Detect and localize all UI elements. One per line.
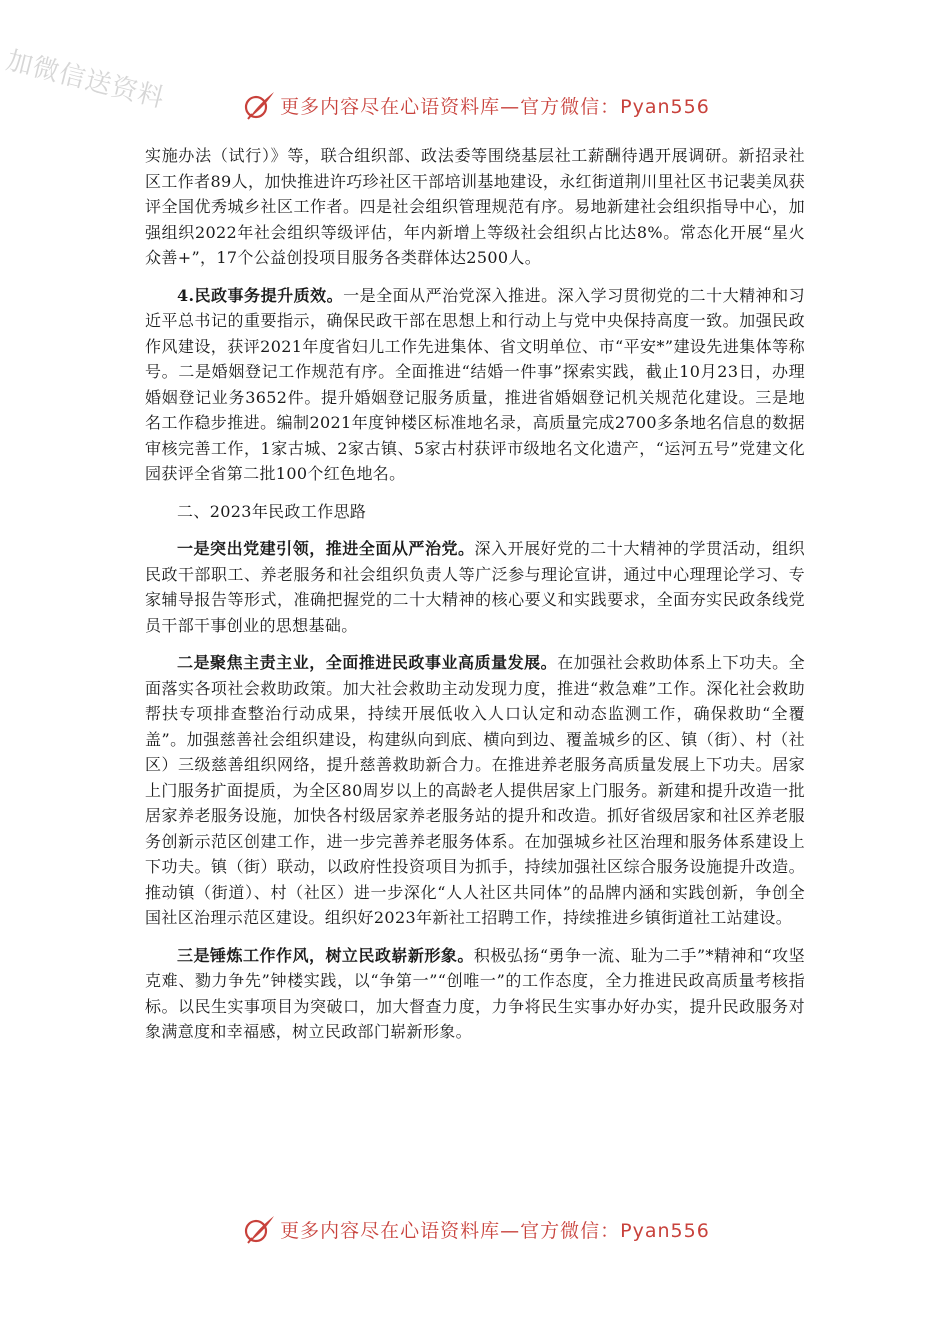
footer-banner-text: 更多内容尽在心语资料库—官方微信：Pyan556: [280, 1219, 710, 1242]
paragraph-lead: 一是突出党建引领，推进全面从严治党。: [177, 539, 475, 558]
footer-banner[interactable]: [0, 1212, 950, 1246]
watermark-text: 加微信送资料: [3, 45, 168, 115]
section-heading: [145, 499, 805, 525]
section-heading-text: 二、2023年民政工作思路: [177, 501, 367, 521]
paragraph: [145, 650, 805, 931]
paragraph-text: 一是全面从严治党深入推进。深入学习贯彻党的二十大精神和习近平总书记的重要指示，确保民政干部在思想上和行动上与党中央保持高度一致。加强民政作风建设，获评2021年度省妇儿工作先进集体、省文明单位、市“平安*”建设先进集体等称号。二是婚姻登记工作规范有序。全面推进“结婚一件事”探索实践，截止10月23日，办理婚姻登记业务3652件。提升婚姻登记服务质量，推进省婚姻登记机关规范化建设。三是地名工作稳步推进。编制2021年度钟楼区标准地名录，高质量完成2700多条地名信息的数据审核完善工作，1家古城、2家古镇、5家古村获评市级地名文化遗产，“运河五号”党建文化园获评全省第二批100个红色地名。: [145, 285, 805, 483]
paragraph-text: 深入开展好党的二十大精神的学贯活动，组织民政干部职工、养老服务和社会组织负责人等广泛参与理论宣讲，通过中心理理论学习、专家辅导报告等形式，准确把握党的二十大精神的核心要义和实践要求，全面夯实民政条线党员干部干事创业的思想基础。: [145, 539, 805, 635]
document-body: [145, 143, 805, 1057]
paragraph-lead: 三是锤炼工作作风，树立民政崭新形象。: [177, 945, 474, 965]
quill-logo-icon: [240, 1214, 276, 1244]
paragraph: [145, 143, 805, 271]
paragraph-lead: 二是聚焦主责主业，全面推进民政事业高质量发展。: [177, 653, 558, 672]
header-banner[interactable]: [0, 88, 950, 122]
paragraph: [145, 536, 805, 638]
paragraph-text: 在加强社会救助体系上下功夫。全面落实各项社会救助政策。加大社会救助主动发现力度，推进“救急难”工作。深化社会救助帮扶专项排查整治行动成果，持续开展低收入人口认定和动态监测工作，确保救助“全覆盖”。加强慈善社会组织建设，构建纵向到底、横向到边、覆盖城乡的区、镇（街）、村（社区）三级慈善组织网络，提升慈善救助新合力。在推进养老服务高质量发展上下功夫。居家上门服务扩面提质，为全区80周岁以上的高龄老人提供居家上门服务。新建和提升改造一批居家养老服务设施，加快各村级居家养老服务站的提升和改造。抓好省级居家和社区养老服务创新示范区创建工作，进一步完善养老服务体系。在加强城乡社区治理和服务体系建设上下功夫。镇（街）联动，以政府性投资项目为抓手，持续加强社区综合服务设施提升改造。推动镇（街道）、村（社区）进一步深化“人人社区共同体”的品牌内涵和实践创新，争创全国社区治理示范区建设。组织好2023年新社工招聘工作，持续推进乡镇街道社工站建设。: [145, 653, 805, 927]
header-banner-text: 更多内容尽在心语资料库—官方微信：Pyan556: [280, 95, 710, 118]
paragraph: [145, 943, 805, 1045]
quill-logo-icon: [240, 90, 276, 120]
paragraph: [145, 283, 805, 487]
paragraph-text: 实施办法（试行）》等，联合组织部、政法委等围绕基层社工薪酬待遇开展调研。新招录社区工作者89人，加快推进许巧珍社区干部培训基地建设，永红街道荆川里社区书记裴美凤获评全国优秀城乡社区工作者。四是社会组织管理规范有序。易地新建社会组织指导中心，加强组织2022年社会组织等级评估，年内新增上等级社会组织占比达8%。常态化开展“星火众善+”，17个公益创投项目服务各类群体达2500人。: [145, 146, 805, 267]
paragraph-text: 积极弘扬“勇争一流、耻为二手”*精神和“攻坚克难、勠力争先”钟楼实践，以“争第一”“创唯一”的工作态度，全力推进民政高质量考核指标。以民生实事项目为突破口，加大督查力度，力争将民生实事办好办实，提升民政服务对象满意度和幸福感，树立民政部门崭新形象。: [145, 945, 805, 1041]
paragraph-lead: 4.民政事务提升质效。: [177, 285, 344, 305]
